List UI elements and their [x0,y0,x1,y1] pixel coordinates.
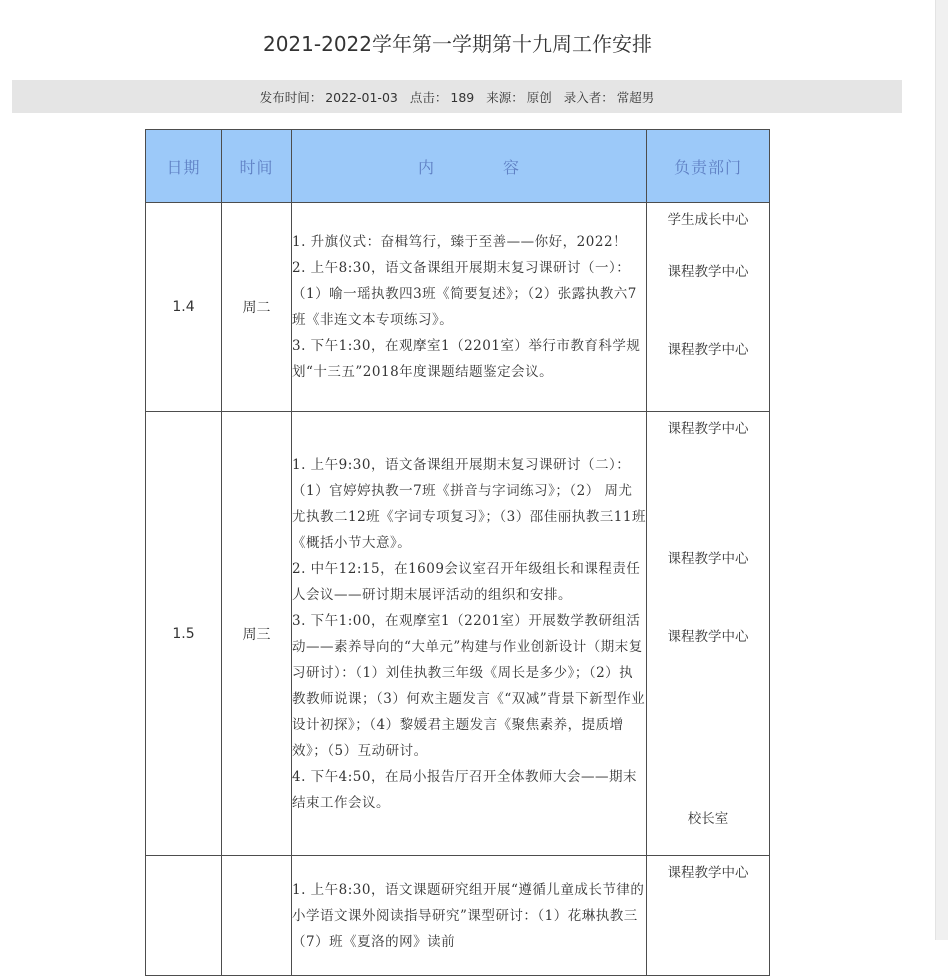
schedule-item: 2. 上午8:30，语文备课组开展期末复习课研讨（一）：（1）喻一瑶执教四3班《简要复述》；（2）张露执教六7班《非连文本专项练习》。 [292,260,637,328]
table-header-row [146,130,770,203]
dept-label: 课程教学中心 [667,421,749,437]
table-row [146,856,770,976]
publish-time [260,88,398,106]
row-content [292,203,647,412]
source-label: 来源： [486,89,524,105]
dept-label: 课程教学中心 [667,264,749,280]
row-date [146,856,222,976]
author-value: 常超男 [616,89,655,105]
row-weekday [222,856,292,976]
source [486,88,552,106]
row-content [292,412,647,856]
row-weekday: 周三 [222,412,292,856]
row-weekday: 周二 [222,203,292,412]
click-count-value: 189 [450,89,475,105]
click-count-label: 点击： [409,89,448,105]
dept-label: 课程教学中心 [667,865,749,881]
table-row [146,412,770,856]
table-row [146,203,770,412]
dept-label: 课程教学中心 [667,551,749,567]
row-date: 1.4 [146,203,222,412]
row-date: 1.5 [146,412,222,856]
schedule-item: 3. 下午1:00，在观摩室1（2201室）开展数学教研组活动——素养导向的“大单元”构建与作业创新设计（期末复习研讨）：（1）刘佳执教三年级《周长是多少》；（2）执教教师说课；（3）何欢主题发言《“双减”背景下新型作业设计初探》；（4）黎媛君主题发言《聚焦素养，提质增效》；（5）互动研讨。 [292,612,646,759]
schedule-item: 1. 上午9:30，语文备课组开展期末复习课研讨（二）：（1）官婷婷执教一7班《拼音与字词练习》；（2） 周尤尤执教二12班《字词专项复习》；（3）邵佳丽执教三11班《概括小节大意》。 [292,456,646,551]
schedule-item: 3. 下午1:30，在观摩室1（2201室）举行市教育科学规划“十三五”2018年度课题结题鉴定会议。 [292,338,641,380]
header-dept: 负责部门 [647,130,770,203]
page-scrollbar[interactable] [935,0,948,940]
schedule-item: 2. 中午12:15，在1609会议室召开年级组长和课程责任人会议——研讨期末展评活动的组织和安排。 [292,560,641,603]
publish-time-value: 2022-01-03 [325,89,398,105]
author-label: 录入者： [563,89,614,105]
dept-label: 课程教学中心 [667,342,749,358]
author [564,88,655,106]
click-count [410,88,474,106]
source-value: 原创 [526,89,552,105]
schedule-item: 1. 上午8:30，语文课题研究组开展“遵循儿童成长节律的小学语文课外阅读指导研究”课型研讨：（1）花琳执教三（7）班《夏洛的网》读前 [292,881,645,950]
publish-time-label: 发布时间： [259,89,323,105]
page-title: 2021-2022学年第一学期第十九周工作安排 [262,32,652,56]
schedule-item: 4. 下午4:50，在局小报告厅召开全体教师大会——期末结束工作会议。 [292,768,637,811]
header-content: 内 容 [292,130,647,203]
schedule-table [145,129,770,976]
dept-label: 课程教学中心 [667,629,749,645]
article-meta-bar [12,80,902,113]
row-dept [647,856,770,976]
header-time: 时间 [222,130,292,203]
row-content [292,856,647,976]
schedule-item: 1. 升旗仪式：奋楫笃行，臻于至善——你好，2022！ [292,234,628,250]
row-dept [647,412,770,856]
row-dept [647,203,770,412]
dept-label: 校长室 [687,811,729,827]
header-date: 日期 [146,130,222,203]
dept-label: 学生成长中心 [667,212,749,228]
